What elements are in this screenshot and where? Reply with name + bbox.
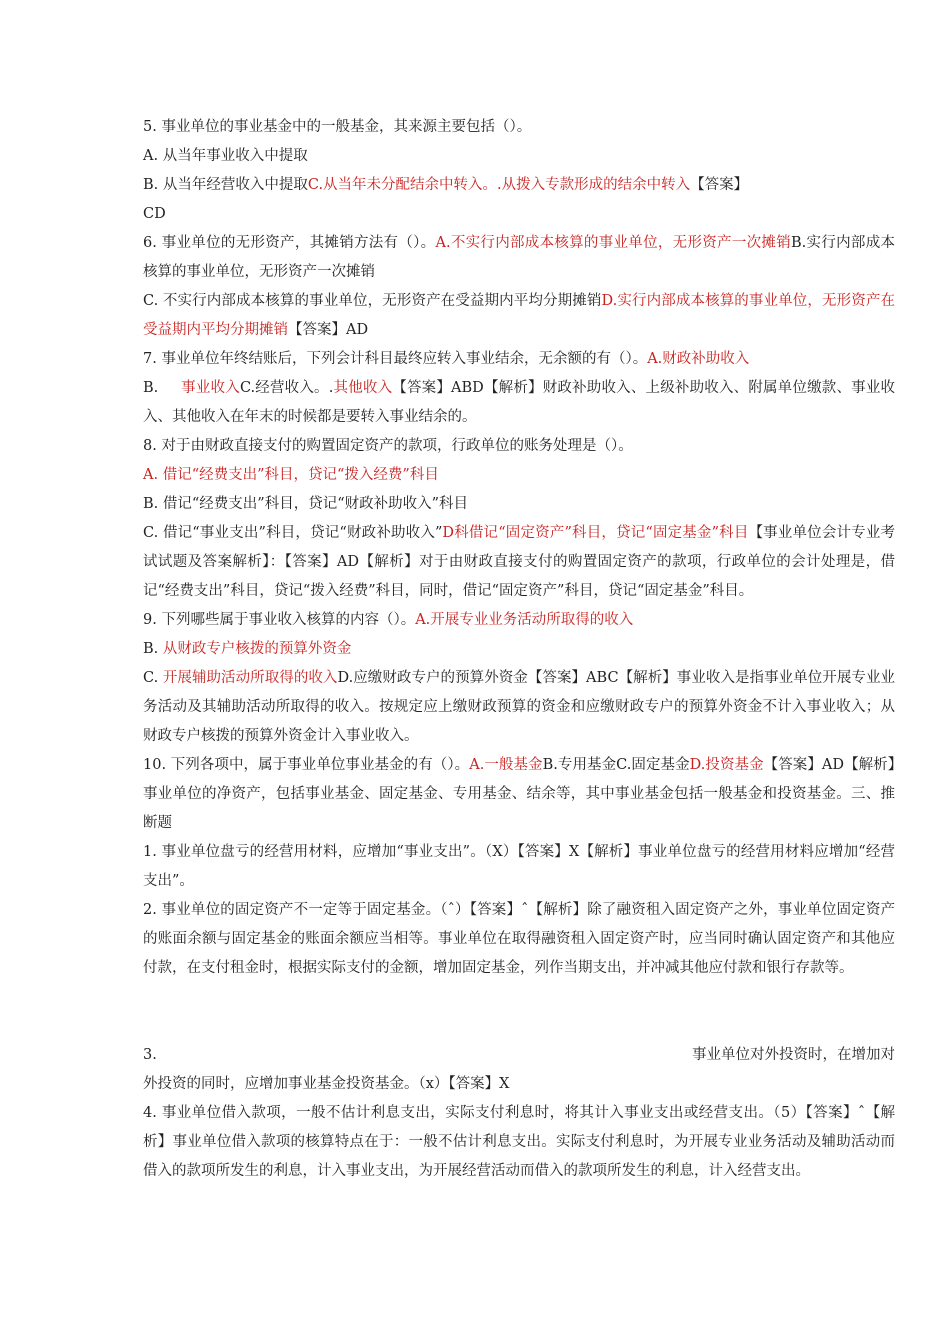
question-9-option-b-prefix: B. <box>143 641 163 657</box>
question-8-answer: 【事业单位会计专业考试试题及答案解析】：【答案】AD【解析】对于由财政直接支付的购置固定资产的款项，行政单位的会计处理是，借记“经费支出”科目，贷记“拨入经费”科目，同时，借记“固定资产”科目，贷记“固定基金”科目。 <box>143 525 896 599</box>
question-6-line <box>143 229 895 287</box>
question-9-answer: 【答案】ABC【解析】事业收入是指事业单位开展专业业务活动及其辅助活动所取得的收入。按规定应上缴财政预算的资金和应缴财政专户的预算外资金不计入事业收入；从财政专户核拨的预算外资金计入事业收入。 <box>143 670 896 744</box>
question-7-option-d-highlight: 其他收入 <box>333 380 393 396</box>
question-10-option-c: C.固定基金 <box>616 757 690 773</box>
question-6-option-d-highlight: D.实行内部成本核算的事业单位，无形资产在受益期内平均分期摊销 <box>143 293 896 338</box>
question-7-option-c: C.经营收入。. <box>239 380 334 396</box>
judgement-3-line-1 <box>143 1041 895 1070</box>
question-5-option-b-line <box>143 171 895 200</box>
question-7-option-a-highlight: A.财政补助收入 <box>647 351 750 367</box>
judgement-3-number: 3. <box>143 1047 157 1063</box>
question-7-answer: 【答案】ABD【解析】财政补助收入、上级补助收入、附属单位缴款、事业收入、其他收入在年末的时候都是要转入事业结余的。 <box>143 380 896 425</box>
question-6-stem: 6. 事业单位的无形资产，其摊销方法有（）。 <box>143 235 436 251</box>
answer-tag: 【答案】 <box>690 177 749 193</box>
judgement-1: 1. 事业单位盘亏的经营用材料，应增加“事业支出”。（X）【答案】X【解析】事业单位盘亏的经营用材料应增加“经营支出”。 <box>143 844 895 889</box>
question-8-option-d-prefix: D科 <box>442 525 469 541</box>
question-5-option-a: A. 从当年事业收入中提取 <box>143 148 308 164</box>
question-5-stem: 5. 事业单位的事业基金中的一般基金，其来源主要包括（）。 <box>143 119 532 135</box>
question-9-option-c-prefix: C. <box>143 670 163 686</box>
question-9-option-d: D.应缴财政专户的预算外资金 <box>337 670 528 686</box>
question-5-option-c-highlight: C.从当年未分配结余中转入。.从拨入专款形成的结余中转入 <box>307 177 691 193</box>
judgement-2: 2. 事业单位的固定资产不一定等于固定基金。（ˆ）【答案】ˆ【解析】除了融资租入固定资产之外，事业单位固定资产的账面余额与固定基金的账面余额应当相等。事业单位在取得融资租入固定资产时，应当同时确认固定资产和其他应付款，在支付租金时，根据实际支付的金额，增加固定基金，列作当期支出，并冲减其他应付款和银行存款等。 <box>143 902 895 976</box>
question-7-line <box>143 345 895 374</box>
question-7-option-b-highlight: 事业收入 <box>181 380 240 396</box>
question-7-option-b-prefix: B. <box>143 380 159 396</box>
question-6-option-b: B.实行内部成本核算的事业单位，无形资产一次摊销 <box>143 235 895 280</box>
judgement-3-text-right: 事业单位对外投资时，在增加对 <box>692 1047 895 1063</box>
document-body <box>143 113 895 1186</box>
judgement-4: 4. 事业单位借入款项，一般不估计利息支出，实际支付利息时，将其计入事业支出或经营支出。（5）【答案】ˆ【解析】事业单位借入款项的核算特点在于：一般不估计利息支出。实际支付利息时，为开展专业业务活动及辅助活动而借入的款项所发生的利息，计入事业支出，为开展经营活动而借入的款项所发生的利息，计入经营支出。 <box>143 1105 895 1179</box>
question-8-stem: 8. 对于由财政直接支付的购置固定资产的款项，行政单位的账务处理是（）。 <box>143 438 633 454</box>
question-8-option-b: B. 借记“经费支出”科目，贷记“财政补助收入”科目 <box>143 496 469 512</box>
question-9-option-b-highlight: 从财政专户核拨的预算外资金 <box>162 641 352 657</box>
question-5-answer: CD <box>143 206 166 222</box>
question-6-option-c: C. 不实行内部成本核算的事业单位，无形资产在受益期内平均分期摊销 <box>143 293 602 309</box>
question-8-option-d-highlight: 借记“固定资产”科目，贷记“固定基金”科目 <box>468 525 749 541</box>
question-10-option-d-highlight: D.投资基金 <box>689 757 764 773</box>
question-9-line-2 <box>143 635 895 664</box>
page-gap <box>143 983 895 1041</box>
question-6-option-a-highlight: A.不实行内部成本核算的事业单位，无形资产一次摊销 <box>435 235 791 251</box>
question-10-answer: 【答案】AD【解析】事业单位的净资产，包括事业基金、固定基金、专用基金、结余等，其中事业基金包括一般基金和投资基金。三、推断题 <box>143 757 895 831</box>
question-10-option-b: B.专用基金 <box>542 757 617 773</box>
question-8-option-c: C. 借记“事业支出”科目，贷记“财政补助收入” <box>143 525 443 541</box>
question-9-option-c-highlight: 开展辅助活动所取得的收入 <box>162 670 338 686</box>
question-7-line-2 <box>143 374 895 432</box>
question-7-stem: 7. 事业单位年终结账后，下列会计科目最终应转入事业结余，无余额的有（）。 <box>143 351 648 367</box>
question-10-line <box>143 751 895 838</box>
question-9-line-3 <box>143 664 895 751</box>
question-8-option-a-highlight: A. 借记“经费支出”科目，贷记“拨入经费”科目 <box>143 467 439 483</box>
judgement-3-line-2: 外投资的同时，应增加事业基金投资基金。（x）【答案】X <box>143 1076 510 1092</box>
question-9-stem: 9. 下列哪些属于事业收入核算的内容（）。 <box>143 612 416 628</box>
question-5-option-b: B. 从当年经营收入中提取 <box>143 177 308 193</box>
question-6-line-2 <box>143 287 895 345</box>
question-6-answer: 【答案】AD <box>288 322 369 338</box>
question-8-line <box>143 519 895 606</box>
question-9-line <box>143 606 895 635</box>
question-9-option-a-highlight: A.开展专业业务活动所取得的收入 <box>415 612 634 628</box>
question-10-stem: 10. 下列各项中，属于事业单位事业基金的有（）。 <box>143 757 470 773</box>
question-10-option-a-highlight: A.一般基金 <box>469 757 543 773</box>
